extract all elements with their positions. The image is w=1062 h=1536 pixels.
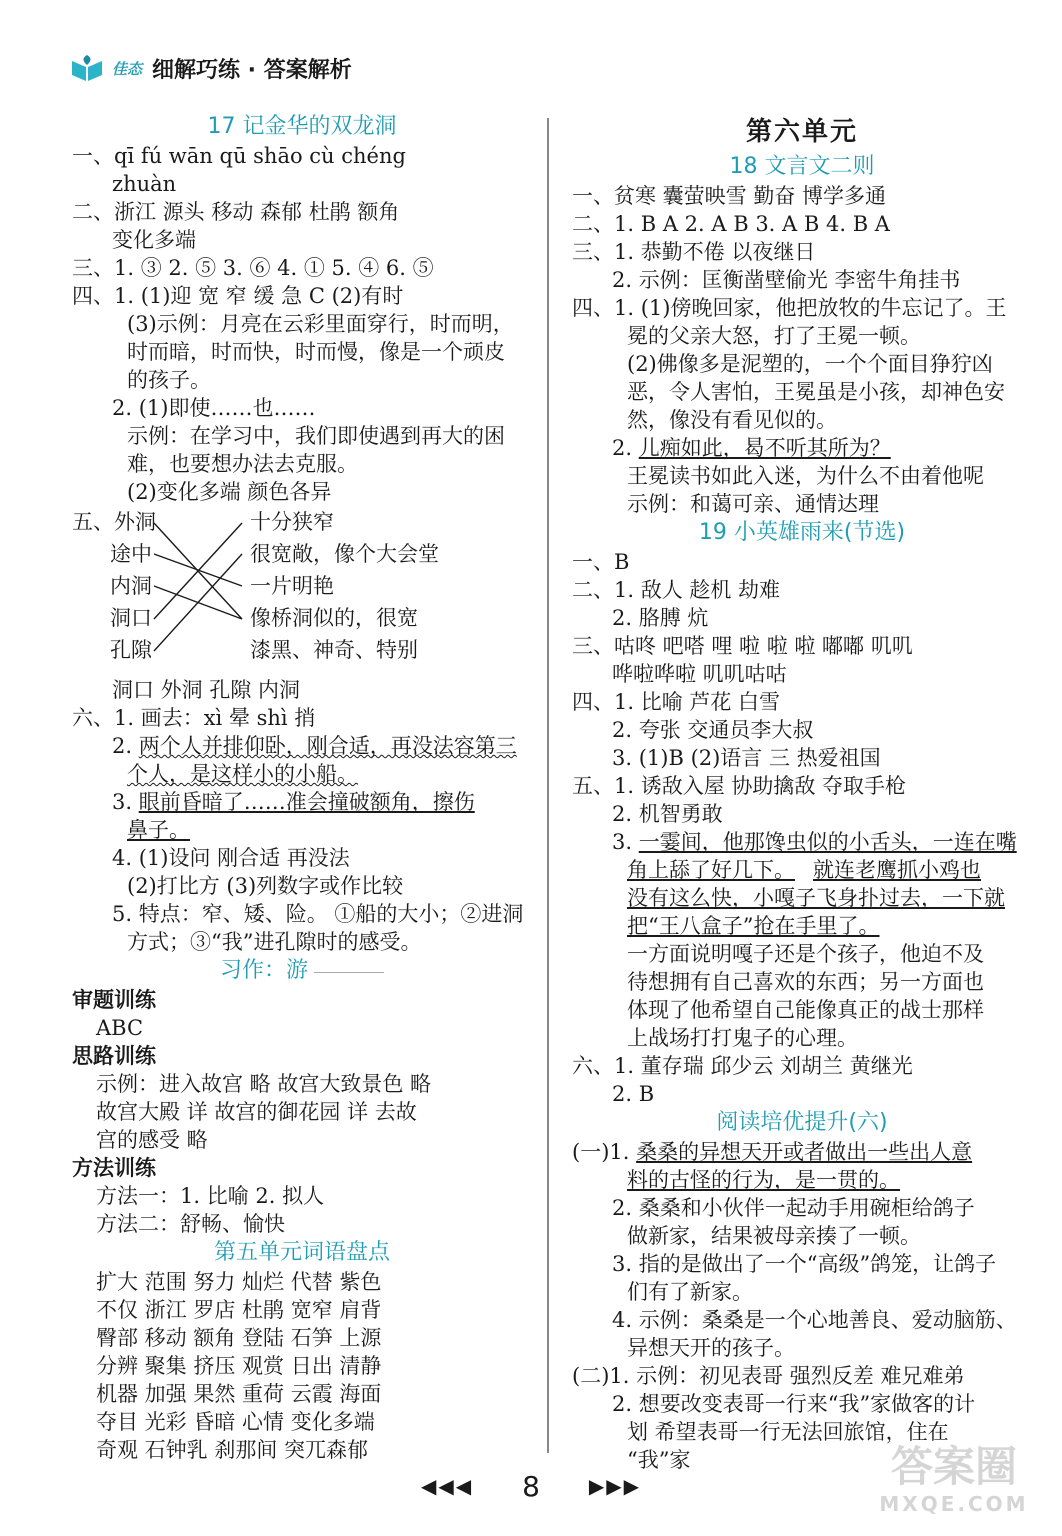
answer-line [572, 1166, 1032, 1194]
lesson18-title: 18 文言文二则 [729, 154, 875, 179]
answer-line: 然，像没有看见似的。 [627, 408, 837, 432]
right-column [572, 112, 1032, 1474]
answer-line: 划 希望表哥一行无法回旅馆，住在 [627, 1420, 949, 1444]
answer-line: (2)佛像多是泥塑的，一个个面目狰狞凶 [627, 352, 993, 376]
word-row: 奇观 石钟乳 刹那间 突兀森郁 [96, 1438, 369, 1462]
answer-number: 3. [112, 790, 139, 814]
answer-number: 2. [612, 436, 639, 460]
unit-title: 第六单元 [745, 117, 858, 147]
underlined-text: 角上舔了好几下。 [627, 858, 795, 882]
answer-line: 异想天开的孩子。 [627, 1336, 795, 1360]
answer-line: 2. 示例：匡衡凿壁偷光 李密牛角挂书 [612, 268, 961, 292]
matching-exercise [72, 506, 532, 676]
wavy-underlined-text: 两个人并排仰卧，刚合适，再没法容第三 [138, 734, 517, 758]
answer-line: 哗啦哗啦 叽叽咕咕 [612, 662, 787, 686]
writing-title-text: 习作：游 [219, 958, 308, 983]
answer-line: 2. B [612, 1082, 655, 1106]
answer-line [572, 828, 1032, 856]
answer-line: 待想拥有自己喜欢的东西；另一方面也 [627, 970, 984, 994]
answer-line: 六、1. 画去：xì 晕 shì 捎 [72, 706, 316, 730]
reading-title: 阅读培优提升(六) [716, 1110, 888, 1135]
answer-number: 3. [612, 830, 639, 854]
answer-line: 们有了新家。 [627, 1280, 753, 1304]
column-divider [547, 118, 549, 1453]
answer-line: 宫的感受 略 [96, 1128, 208, 1152]
underlined-text: 眼前昏暗了……准会撞破额角，擦伤 [138, 790, 475, 814]
answer-line: 示例：在学习中，我们即使遇到再大的困 [127, 424, 505, 448]
answer-line: 难，也要想办法去克服。 [127, 452, 358, 476]
underlined-text: 料的古怪的行为，是一贯的。 [627, 1168, 900, 1192]
answer-line: 洞口 外洞 孔隙 内洞 [112, 678, 301, 702]
answer-line [572, 1138, 1032, 1166]
answer-line: 一、qī fú wān qū shāo cù chéng [72, 144, 406, 168]
answer-line: (2)变化多端 颜色各异 [127, 480, 332, 504]
lesson17-title: 17 记金华的双龙洞 [207, 114, 397, 139]
answer-line [572, 434, 1032, 462]
answer-line: zhuàn [112, 172, 177, 196]
answer-line: 4. (1)设问 刚合适 再没法 [112, 846, 350, 870]
answer-line: 一、B [572, 550, 630, 574]
left-column [72, 112, 532, 1464]
answer-line: 三、咕咚 吧嗒 哩 啦 啦 啦 嘟嘟 叽叽 [572, 634, 913, 658]
answer-line: (3)示例：月亮在云彩里面穿行，时而明， [127, 312, 514, 336]
answer-line [72, 816, 532, 844]
answer-line [72, 788, 532, 816]
answer-number: 2. [112, 734, 139, 758]
answer-line: 二、浙江 源头 移动 森郁 杜鹃 额角 [72, 200, 400, 224]
underlined-text: 就连老鹰抓小鸡也 [813, 858, 981, 882]
watermark-sub: MXQE.COM [879, 1492, 1029, 1516]
answer-line: 四、1. (1)傍晚回家，他把放牧的牛忘记了。王 [572, 296, 1007, 320]
section-heading: 思路训练 [72, 1043, 156, 1068]
answer-line: (2)打比方 (3)列数字或作比较 [127, 874, 404, 898]
answer-line [72, 760, 532, 788]
answer-line: 二、1. B A 2. A B 3. A B 4. B A [572, 212, 890, 236]
answer-line: 王冕读书如此入迷，为什么不由着他呢 [627, 464, 984, 488]
answer-line: 2. 机智勇敢 [612, 802, 723, 826]
answer-line: 二、1. 敌人 趁机 劫难 [572, 578, 781, 602]
underlined-text: 一霎间，他那馋虫似的小舌头，一连在嘴 [638, 830, 1017, 854]
section-heading: 审题训练 [72, 987, 156, 1012]
word-row: 分辨 聚集 挤压 观赏 日出 清静 [96, 1354, 382, 1378]
answer-line: 一、贫寒 囊萤映雪 勤奋 博学多通 [572, 184, 887, 208]
underlined-text: 把“王八盒子”抢在手里了。 [627, 914, 880, 938]
answer-line: 2. 胳膊 炕 [612, 606, 709, 630]
answer-line: 5. 特点：窄、矮、险。 ①船的大小；②进洞 [112, 902, 524, 926]
answer-line: 4. 示例：桑桑是一个心地善良、爱动脑筋、 [612, 1308, 1017, 1332]
answer-number: (一)1. [572, 1140, 637, 1164]
match-right-item: 很宽敞，像个大会堂 [250, 542, 439, 566]
answer-line: 冕的父亲大怒，打了王冕一顿。 [627, 324, 921, 348]
word-row: 扩大 范围 努力 灿烂 代替 紫色 [96, 1270, 382, 1294]
answer-line: 上战场打打鬼子的心理。 [627, 1026, 858, 1050]
match-right-item: 一片明艳 [250, 574, 334, 598]
answer-line [572, 912, 1032, 940]
match-left-item: 途中 [110, 542, 152, 566]
underlined-text: 桑桑的异想天开或者做出一些出人意 [636, 1140, 973, 1164]
page-number: 8 [522, 1470, 540, 1503]
match-right-item: 十分狭窄 [250, 510, 334, 534]
answer-line: 3. 指的是做出了一个“高级”鸽笼，让鸽子 [612, 1252, 997, 1276]
answer-line [572, 884, 1032, 912]
word-row: 不仅 浙江 罗店 杜鹃 宽窄 肩背 [96, 1298, 382, 1322]
answer-line [72, 732, 532, 760]
match-left-item: 内洞 [110, 574, 152, 598]
underlined-text: 儿痴如此，曷不听其所为？ [638, 436, 891, 460]
answer-line: 方式；③“我”进孔隙时的感受。 [127, 930, 422, 954]
word-review-title: 第五单元词语盘点 [213, 1240, 390, 1265]
answer-line: 四、1. (1)迎 宽 窄 缓 急 C (2)有时 [72, 284, 404, 308]
answer-line: 四、1. 比喻 芦花 白雪 [572, 690, 781, 714]
answer-line: 做新家，结果被母亲揍了一顿。 [627, 1224, 921, 1248]
answer-line: 2. 想要改变表哥一行来“我”家做客的计 [612, 1392, 976, 1416]
match-left-item: 五、外洞 [72, 510, 156, 534]
brand-logo-text: 佳态 [112, 59, 143, 78]
word-row: 机器 加强 果然 重荷 云霞 海面 [96, 1382, 382, 1406]
answer-line: 时而暗，时而快，时而慢，像是一个顽皮 [127, 340, 505, 364]
page-header [70, 48, 352, 88]
underlined-text: 鼻子。 [127, 818, 190, 842]
answer-line: 故宫大殿 详 故宫的御花园 详 去故 [96, 1100, 417, 1124]
answer-line: 2. (1)即使……也…… [112, 396, 316, 420]
answer-line: “我”家 [627, 1448, 691, 1472]
series-title: 细解巧练 · 答案解析 [152, 57, 352, 83]
answer-line: (二)1. 示例：初见表哥 强烈反差 难兄难弟 [572, 1364, 965, 1388]
answer-line: 2. 桑桑和小伙伴一起动手用碗柜给鸽子 [612, 1196, 975, 1220]
underlined-text: 没有这么快，小嘎子飞身扑过去，一下就 [627, 886, 1005, 910]
match-right-item: 漆黑、神奇、特别 [250, 638, 418, 662]
next-arrows-icon: ▶▶▶ [588, 1474, 641, 1498]
answer-line: 示例：和蔼可亲、通情达理 [627, 492, 879, 516]
match-left-item: 洞口 [110, 606, 152, 630]
word-row: 夺目 光彩 昏暗 心情 变化多端 [96, 1410, 375, 1434]
answer-line: 方法二：舒畅、愉快 [96, 1212, 285, 1236]
answer-line: 变化多端 [112, 228, 196, 252]
watermark-logo [864, 1440, 1044, 1520]
wavy-underlined-text: 个人，是这样小的小船。 [127, 762, 358, 786]
answer-line: 3. (1)B (2)语言 三 热爱祖国 [612, 746, 881, 770]
answer-line: 示例：进入故宫 略 故宫大致景色 略 [96, 1072, 432, 1096]
answer-line: 六、1. 董存瑞 邱少云 刘胡兰 黄继光 [572, 1054, 913, 1078]
answer-line: 体现了他希望自己能像真正的战士那样 [627, 998, 984, 1022]
answer-line: 方法一：1. 比喻 2. 拟人 [96, 1184, 325, 1208]
prev-arrows-icon: ◀◀◀ [421, 1474, 474, 1498]
answer-line: ABC [96, 1016, 144, 1040]
match-left-item: 孔隙 [110, 638, 152, 662]
section-heading: 方法训练 [72, 1155, 156, 1180]
match-right-item: 像桥洞似的，很宽 [250, 606, 418, 630]
word-row: 臀部 移动 额角 登陆 石笋 上源 [96, 1326, 382, 1350]
answer-line: 三、1. 恭勤不倦 以夜继日 [572, 240, 816, 264]
lesson19-title: 19 小英雄雨来(节选) [698, 520, 906, 545]
answer-line: 的孩子。 [127, 368, 211, 392]
answer-line: 恶，令人害怕，王冕虽是小孩，却神色安 [627, 380, 1005, 404]
answer-line: 五、1. 诱敌入屋 协助擒敌 夺取手枪 [572, 774, 907, 798]
writing-title [72, 956, 532, 986]
answer-line: 一方面说明嘎子还是个孩子，他迫不及 [627, 942, 984, 966]
answer-line [572, 856, 1032, 884]
watermark-main: 答案圈 [890, 1442, 1017, 1491]
book-leaf-icon [70, 53, 104, 83]
title-blank-line [314, 972, 384, 973]
answer-line: 2. 夸张 交通员李大叔 [612, 718, 814, 742]
answer-line: 三、1. ③ 2. ⑤ 3. ⑥ 4. ① 5. ④ 6. ⑤ [72, 256, 434, 280]
